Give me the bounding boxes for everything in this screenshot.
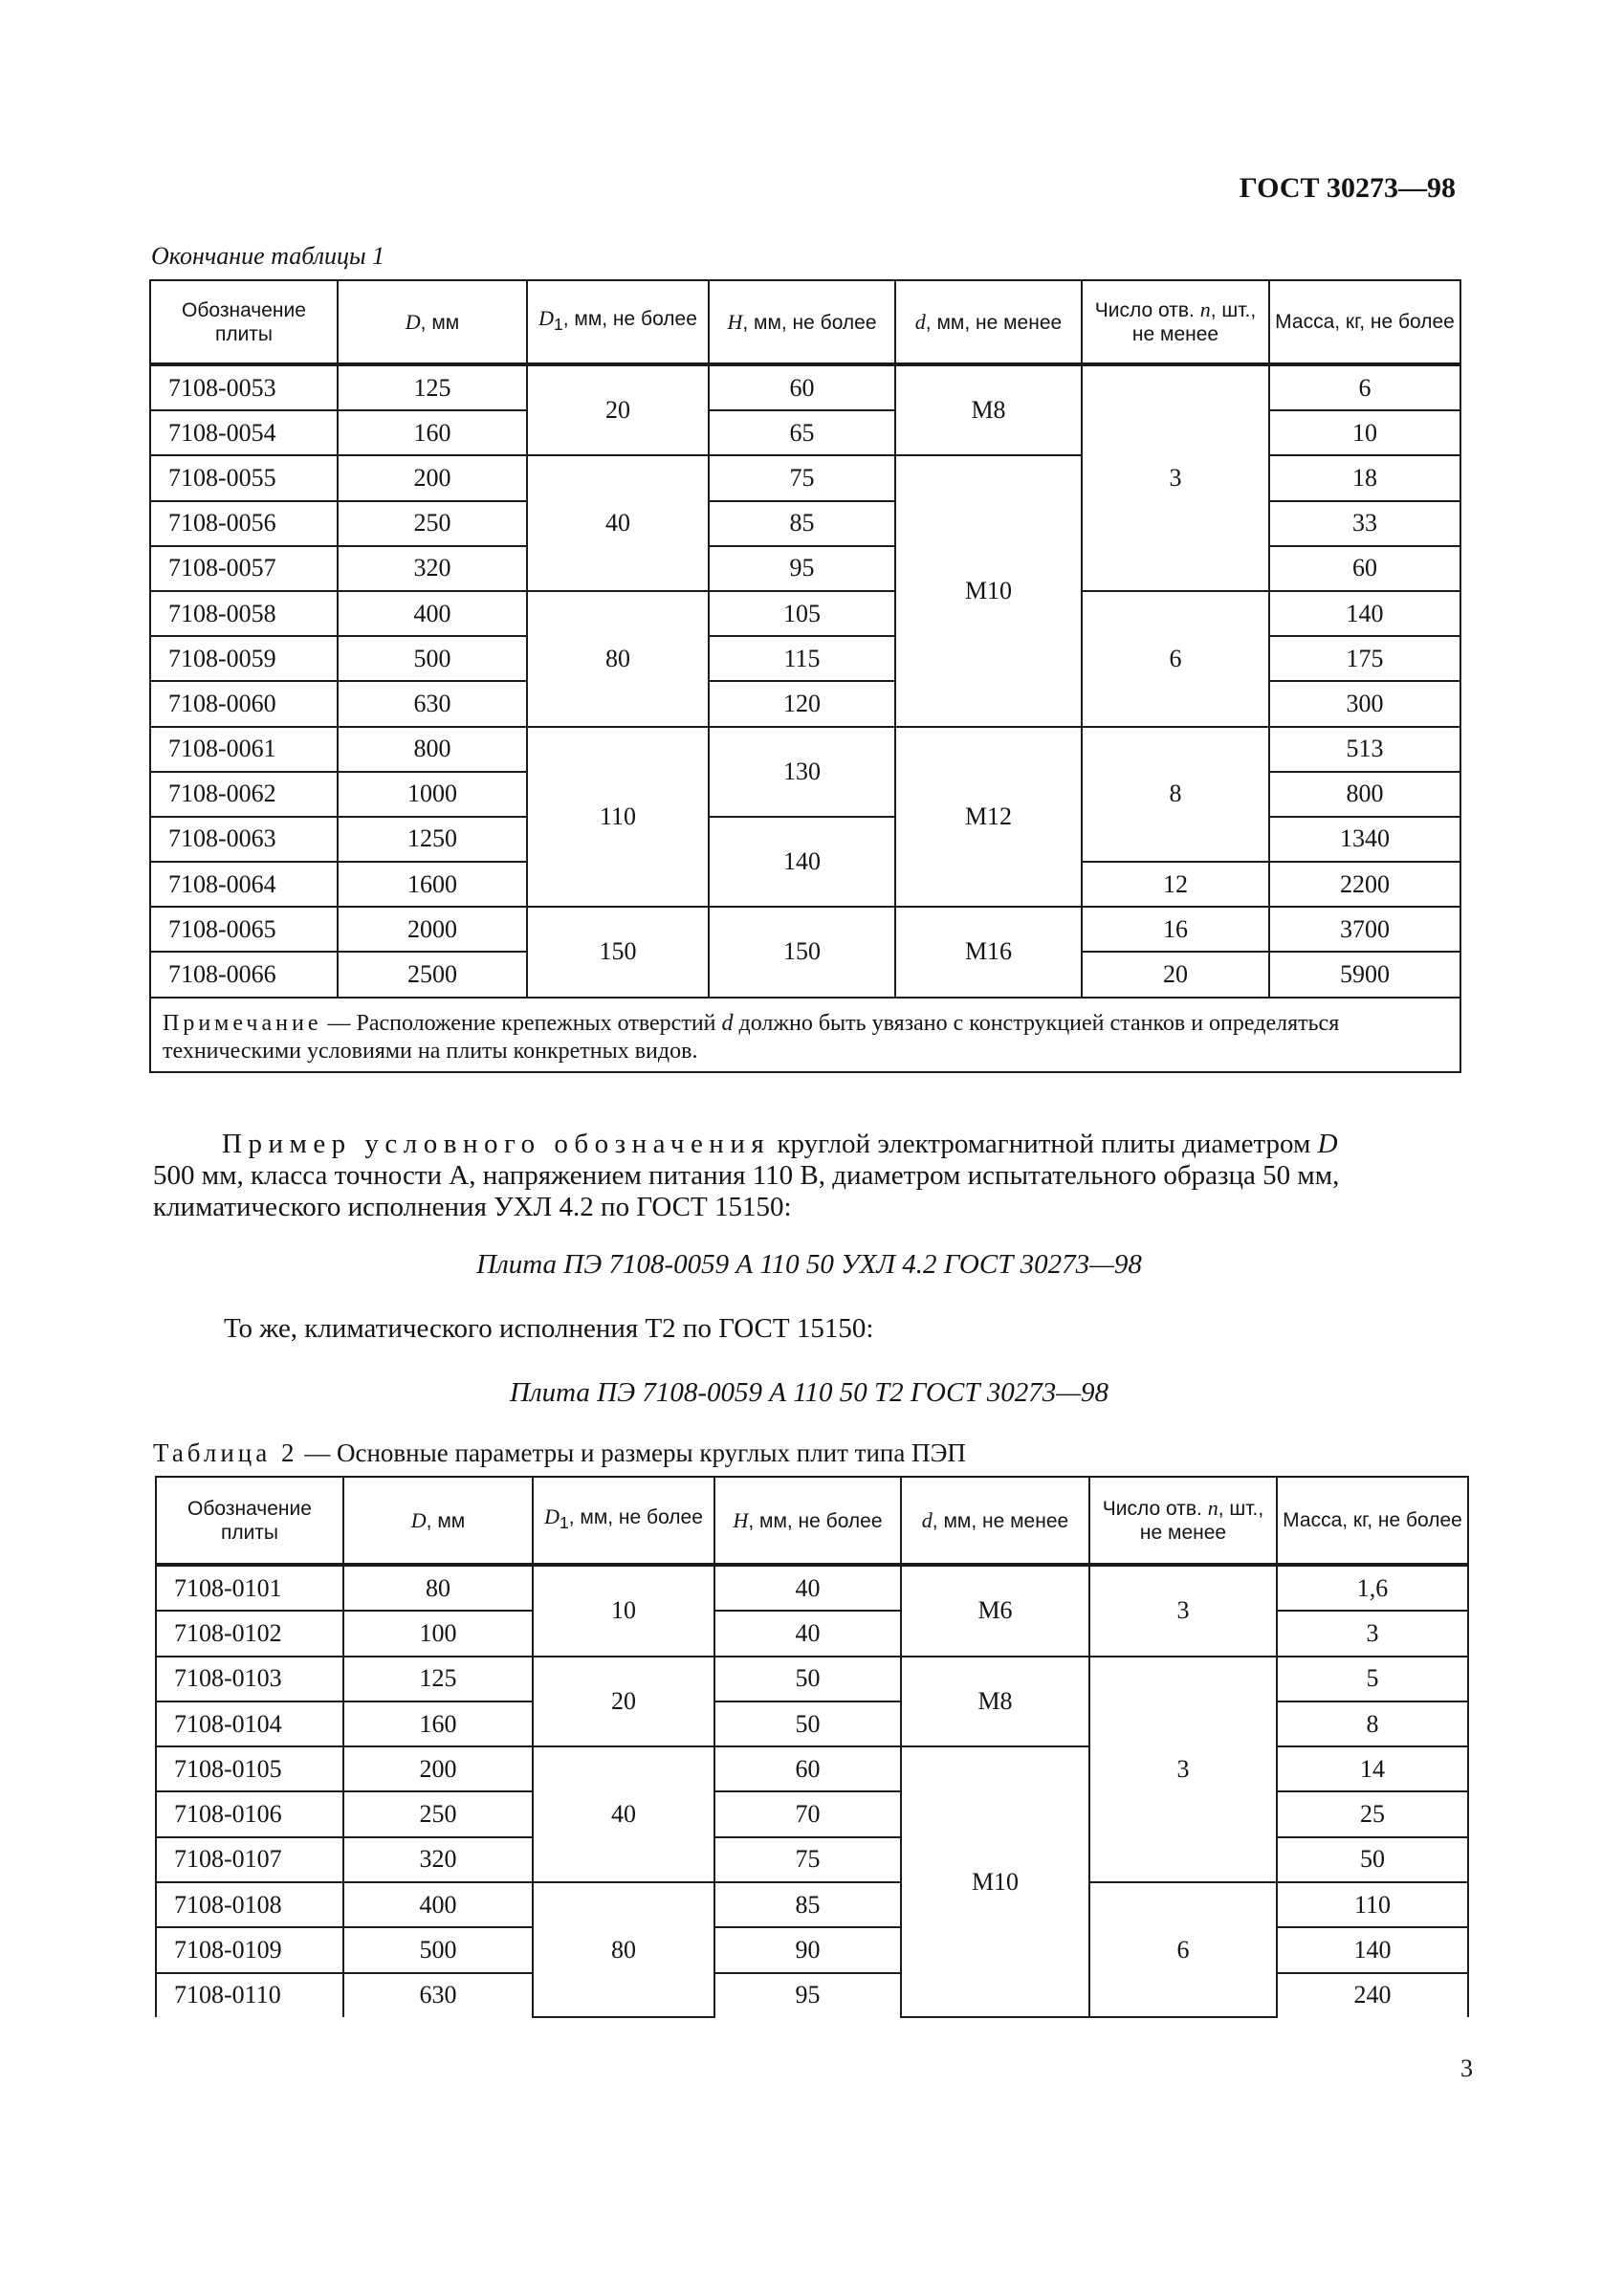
cell-n: 16 — [1082, 907, 1269, 952]
cell-H: 50 — [714, 1657, 901, 1701]
cell-name: 7108-0103 — [156, 1657, 343, 1701]
cell-H: 85 — [714, 1882, 901, 1927]
cell-mass: 513 — [1269, 727, 1460, 772]
cell-H: 75 — [709, 455, 895, 500]
cell-D: 80 — [343, 1565, 533, 1611]
cell-D: 500 — [338, 636, 527, 681]
cell-D1: 150 — [527, 907, 709, 997]
cell-d: M8 — [895, 364, 1082, 455]
page-number: 3 — [1460, 2054, 1473, 2082]
cell-d: M6 — [901, 1565, 1089, 1657]
cell-D1: 40 — [533, 1746, 714, 1882]
cell-D: 1250 — [338, 817, 527, 862]
cell-H: 50 — [714, 1701, 901, 1746]
col-header-mass: Масса, кг, не более — [1269, 280, 1460, 364]
example-lead: Пример условного обозначения — [222, 1129, 771, 1159]
cell-n: 20 — [1082, 952, 1269, 997]
cell-d: M12 — [895, 727, 1082, 908]
cell-D: 800 — [338, 727, 527, 772]
table1-caption: Окончание таблицы 1 — [151, 242, 385, 270]
cell-H: 95 — [714, 1973, 901, 2017]
cell-D: 250 — [338, 501, 527, 546]
cell-mass: 10 — [1269, 410, 1460, 455]
table-row — [156, 1882, 1468, 1927]
cell-D: 200 — [338, 455, 527, 500]
cell-D: 400 — [338, 591, 527, 636]
col-header-n: Число отв. n, шт., не менее — [1082, 280, 1269, 364]
cell-name: 7108-0101 — [156, 1565, 343, 1611]
cell-mass: 18 — [1269, 455, 1460, 500]
cell-name: 7108-0107 — [156, 1837, 343, 1882]
table2-caption: Таблица 2 — Основные параметры и размеры круглых плит типа ПЭП — [153, 1438, 966, 1467]
cell-H: 120 — [709, 681, 895, 726]
col-header-d: d, мм, не менее — [895, 280, 1082, 364]
cell-name: 7108-0108 — [156, 1882, 343, 1927]
cell-D: 630 — [338, 681, 527, 726]
cell-n: 6 — [1089, 1882, 1277, 2017]
cell-H: 65 — [709, 410, 895, 455]
cell-D: 500 — [343, 1927, 533, 1972]
cell-n: 6 — [1082, 591, 1269, 727]
cell-mass: 50 — [1277, 1837, 1468, 1882]
col-header-d: d, мм, не менее — [901, 1477, 1089, 1565]
cell-D: 320 — [343, 1837, 533, 1882]
cell-H: 95 — [709, 546, 895, 591]
cell-n: 8 — [1082, 727, 1269, 863]
cell-D1: 110 — [527, 727, 709, 908]
table1-note: Примечание — Расположение крепежных отверстий d должно быть увязано с конструкцией станков и определяться техническими условиями на плиты конкретных видов. — [150, 998, 1460, 1072]
cell-H: 40 — [714, 1565, 901, 1611]
cell-D: 2500 — [338, 952, 527, 997]
cell-n: 12 — [1082, 862, 1269, 907]
cell-H: 60 — [709, 364, 895, 410]
cell-d: M16 — [895, 907, 1082, 997]
cell-mass: 33 — [1269, 501, 1460, 546]
cell-mass: 6 — [1269, 364, 1460, 410]
cell-name: 7108-0109 — [156, 1927, 343, 1972]
table1-note-row — [150, 998, 1460, 1072]
cell-name: 7108-0057 — [150, 546, 338, 591]
cell-mass: 140 — [1269, 591, 1460, 636]
cell-mass: 14 — [1277, 1746, 1468, 1791]
cell-name: 7108-0058 — [150, 591, 338, 636]
cell-name: 7108-0102 — [156, 1611, 343, 1656]
standard-header: ГОСТ 30273—98 — [1239, 172, 1456, 204]
table-row — [156, 1565, 1468, 1611]
table-row — [150, 727, 1460, 772]
cell-H: 75 — [714, 1837, 901, 1882]
cell-name: 7108-0065 — [150, 907, 338, 952]
cell-name: 7108-0061 — [150, 727, 338, 772]
cell-mass: 60 — [1269, 546, 1460, 591]
cell-H: 40 — [714, 1611, 901, 1656]
table-row — [150, 364, 1460, 410]
designation-example-1: Плита ПЭ 7108-0059 А 110 50 УХЛ 4.2 ГОСТ 30273—98 — [476, 1249, 1142, 1280]
col-header-D: D, мм — [343, 1477, 533, 1565]
cell-name: 7108-0062 — [150, 772, 338, 817]
table-row — [150, 907, 1460, 952]
cell-D: 160 — [338, 410, 527, 455]
cell-mass: 110 — [1277, 1882, 1468, 1927]
cell-n: 3 — [1089, 1565, 1277, 1657]
cell-D: 1000 — [338, 772, 527, 817]
cell-mass: 8 — [1277, 1701, 1468, 1746]
table-row — [156, 1657, 1468, 1701]
table1-header-row — [150, 280, 1460, 364]
cell-H: 130 — [709, 727, 895, 817]
cell-D1: 20 — [527, 364, 709, 455]
col-header-D1: $D_1$, мм, не более — [527, 280, 709, 364]
cell-mass: 140 — [1277, 1927, 1468, 1972]
col-header-name: Обозначение плиты — [150, 280, 338, 364]
cell-d: M10 — [901, 1746, 1089, 2017]
example-paragraph: Пример условного обозначения круглой электромагнитной плиты диаметром D 500 мм, класса точности А, напряжением питания 110 В, диаметром испытательного образца 50 мм, климатического исполнения УХЛ 4.2 по ГОСТ 15150: — [153, 1129, 1340, 1222]
table2-header-row — [156, 1477, 1468, 1565]
cell-D: 2000 — [338, 907, 527, 952]
cell-mass: 3 — [1277, 1611, 1468, 1656]
cell-d: M8 — [901, 1657, 1089, 1747]
designation-example-2: Плита ПЭ 7108-0059 А 110 50 Т2 ГОСТ 30273—98 — [510, 1377, 1108, 1408]
cell-name: 7108-0066 — [150, 952, 338, 997]
cell-H: 105 — [709, 591, 895, 636]
table2 — [155, 1476, 1469, 2018]
cell-D: 160 — [343, 1701, 533, 1746]
cell-H: 70 — [714, 1791, 901, 1836]
same-example-text: То же, климатического исполнения Т2 по ГОСТ 15150: — [224, 1313, 874, 1344]
col-header-name: Обозначение плиты — [156, 1477, 343, 1565]
col-header-H: H, мм, не более — [714, 1477, 901, 1565]
col-header-D: D, мм — [338, 280, 527, 364]
cell-H: 90 — [714, 1927, 901, 1972]
table1 — [149, 279, 1461, 1073]
cell-D: 1600 — [338, 862, 527, 907]
cell-name: 7108-0064 — [150, 862, 338, 907]
cell-name: 7108-0063 — [150, 817, 338, 862]
cell-H: 60 — [714, 1746, 901, 1791]
cell-name: 7108-0106 — [156, 1791, 343, 1836]
note-label: Примечание — [163, 1010, 322, 1036]
cell-D: 200 — [343, 1746, 533, 1791]
cell-mass: 5900 — [1269, 952, 1460, 997]
cell-name: 7108-0055 — [150, 455, 338, 500]
cell-mass: 5 — [1277, 1657, 1468, 1701]
cell-name: 7108-0060 — [150, 681, 338, 726]
cell-D: 320 — [338, 546, 527, 591]
cell-D: 400 — [343, 1882, 533, 1927]
cell-H: 115 — [709, 636, 895, 681]
table-row — [150, 591, 1460, 636]
col-header-D1: $D_1$, мм, не более — [533, 1477, 714, 1565]
cell-name: 7108-0105 — [156, 1746, 343, 1791]
cell-D: 250 — [343, 1791, 533, 1836]
cell-D: 630 — [343, 1973, 533, 2017]
cell-name: 7108-0056 — [150, 501, 338, 546]
cell-mass: 300 — [1269, 681, 1460, 726]
cell-mass: 3700 — [1269, 907, 1460, 952]
cell-d: M10 — [895, 455, 1082, 726]
cell-H: 140 — [709, 817, 895, 907]
cell-D: 100 — [343, 1611, 533, 1656]
cell-name: 7108-0104 — [156, 1701, 343, 1746]
cell-mass: 175 — [1269, 636, 1460, 681]
cell-name: 7108-0053 — [150, 364, 338, 410]
cell-mass: 240 — [1277, 1973, 1468, 2017]
cell-n: 3 — [1089, 1657, 1277, 1882]
cell-mass: 25 — [1277, 1791, 1468, 1836]
cell-mass: 1,6 — [1277, 1565, 1468, 1611]
cell-D1: 10 — [533, 1565, 714, 1657]
col-header-H: H, мм, не более — [709, 280, 895, 364]
cell-name: 7108-0054 — [150, 410, 338, 455]
cell-n: 3 — [1082, 364, 1269, 591]
cell-D1: 40 — [527, 455, 709, 591]
cell-name: 7108-0059 — [150, 636, 338, 681]
cell-D: 125 — [343, 1657, 533, 1701]
cell-name: 7108-0110 — [156, 1973, 343, 2017]
cell-H: 85 — [709, 501, 895, 546]
cell-D: 125 — [338, 364, 527, 410]
cell-D1: 80 — [533, 1882, 714, 2017]
cell-mass: 2200 — [1269, 862, 1460, 907]
cell-mass: 800 — [1269, 772, 1460, 817]
col-header-mass: Масса, кг, не более — [1277, 1477, 1468, 1565]
cell-D1: 20 — [533, 1657, 714, 1747]
col-header-n: Число отв. n, шт., не менее — [1089, 1477, 1277, 1565]
cell-H: 150 — [709, 907, 895, 997]
cell-D1: 80 — [527, 591, 709, 727]
cell-mass: 1340 — [1269, 817, 1460, 862]
